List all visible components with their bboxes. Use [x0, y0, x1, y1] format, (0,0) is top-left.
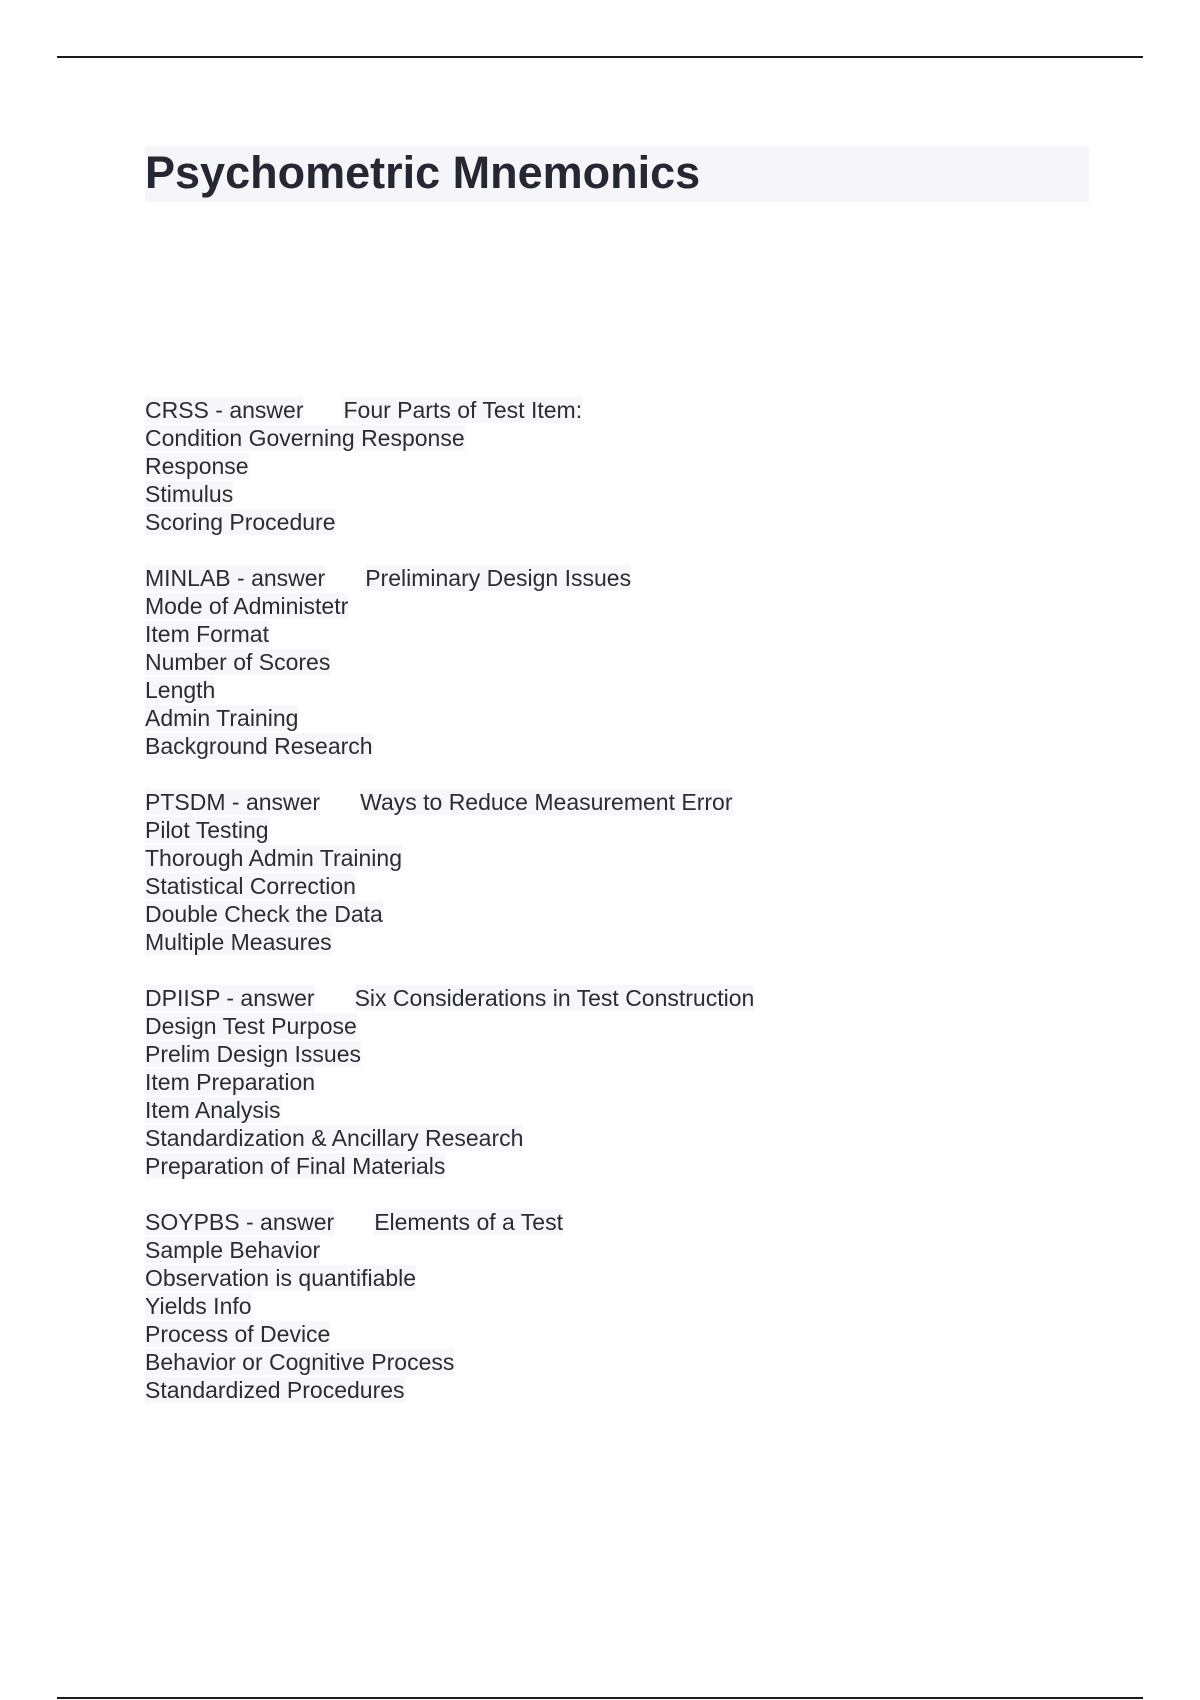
answer-line: Standardization & Ancillary Research: [145, 1125, 524, 1151]
answer-line: Item Analysis: [145, 1097, 281, 1123]
answer-line: Process of Device: [145, 1321, 331, 1347]
flashcard-list: [145, 396, 1105, 1432]
answer-line: Response: [145, 453, 249, 479]
answer-line: Design Test Purpose: [145, 1013, 357, 1039]
flashcard-header: [145, 788, 1105, 816]
answer-line: Sample Behavior: [145, 1237, 321, 1263]
answer-line: Mode of Administetr: [145, 593, 349, 619]
flashcard-answer-heading: Elements of a Test: [374, 1209, 563, 1235]
answer-line: Statistical Correction: [145, 873, 356, 899]
answer-line: Item Preparation: [145, 1069, 316, 1095]
answer-line: Number of Scores: [145, 649, 331, 675]
answer-line: Admin Training: [145, 705, 299, 731]
flashcard: [145, 396, 1105, 536]
flashcard-header: [145, 984, 1105, 1012]
answer-line: Scoring Procedure: [145, 509, 336, 535]
flashcard-question: MINLAB - answer: [145, 565, 326, 591]
flashcard-answer-heading: Preliminary Design Issues: [365, 565, 632, 591]
flashcard-answer-heading: Four Parts of Test Item:: [343, 397, 583, 423]
flashcard-answer-heading: Ways to Reduce Measurement Error: [360, 789, 733, 815]
bottom-rule: [57, 1697, 1143, 1699]
answer-line: Background Research: [145, 733, 373, 759]
answer-line: Preparation of Final Materials: [145, 1153, 446, 1179]
answer-line: Prelim Design Issues: [145, 1041, 362, 1067]
flashcard: [145, 788, 1105, 956]
top-rule: [57, 56, 1143, 58]
answer-line: Pilot Testing: [145, 817, 269, 843]
answer-line: Behavior or Cognitive Process: [145, 1349, 455, 1375]
flashcard: [145, 564, 1105, 760]
flashcard-header: [145, 564, 1105, 592]
answer-line: Observation is quantifiable: [145, 1265, 417, 1291]
answer-line: Double Check the Data: [145, 901, 383, 927]
answer-line: Yields Info: [145, 1293, 252, 1319]
flashcard-header: [145, 396, 1105, 424]
flashcard-question: CRSS - answer: [145, 397, 304, 423]
answer-line: Length: [145, 677, 216, 703]
answer-line: Item Format: [145, 621, 269, 647]
answer-line: Condition Governing Response: [145, 425, 465, 451]
page-title: Psychometric Mnemonics: [145, 147, 701, 198]
answer-line: Stimulus: [145, 481, 234, 507]
flashcard: [145, 1208, 1105, 1404]
flashcard: [145, 984, 1105, 1180]
flashcard-answer-heading: Six Considerations in Test Construction: [354, 985, 755, 1011]
answer-line: Standardized Procedures: [145, 1377, 405, 1403]
flashcard-question: SOYPBS - answer: [145, 1209, 335, 1235]
flashcard-header: [145, 1208, 1105, 1236]
answer-line: Thorough Admin Training: [145, 845, 402, 871]
flashcard-question: DPIISP - answer: [145, 985, 315, 1011]
flashcard-question: PTSDM - answer: [145, 789, 321, 815]
answer-line: Multiple Measures: [145, 929, 332, 955]
